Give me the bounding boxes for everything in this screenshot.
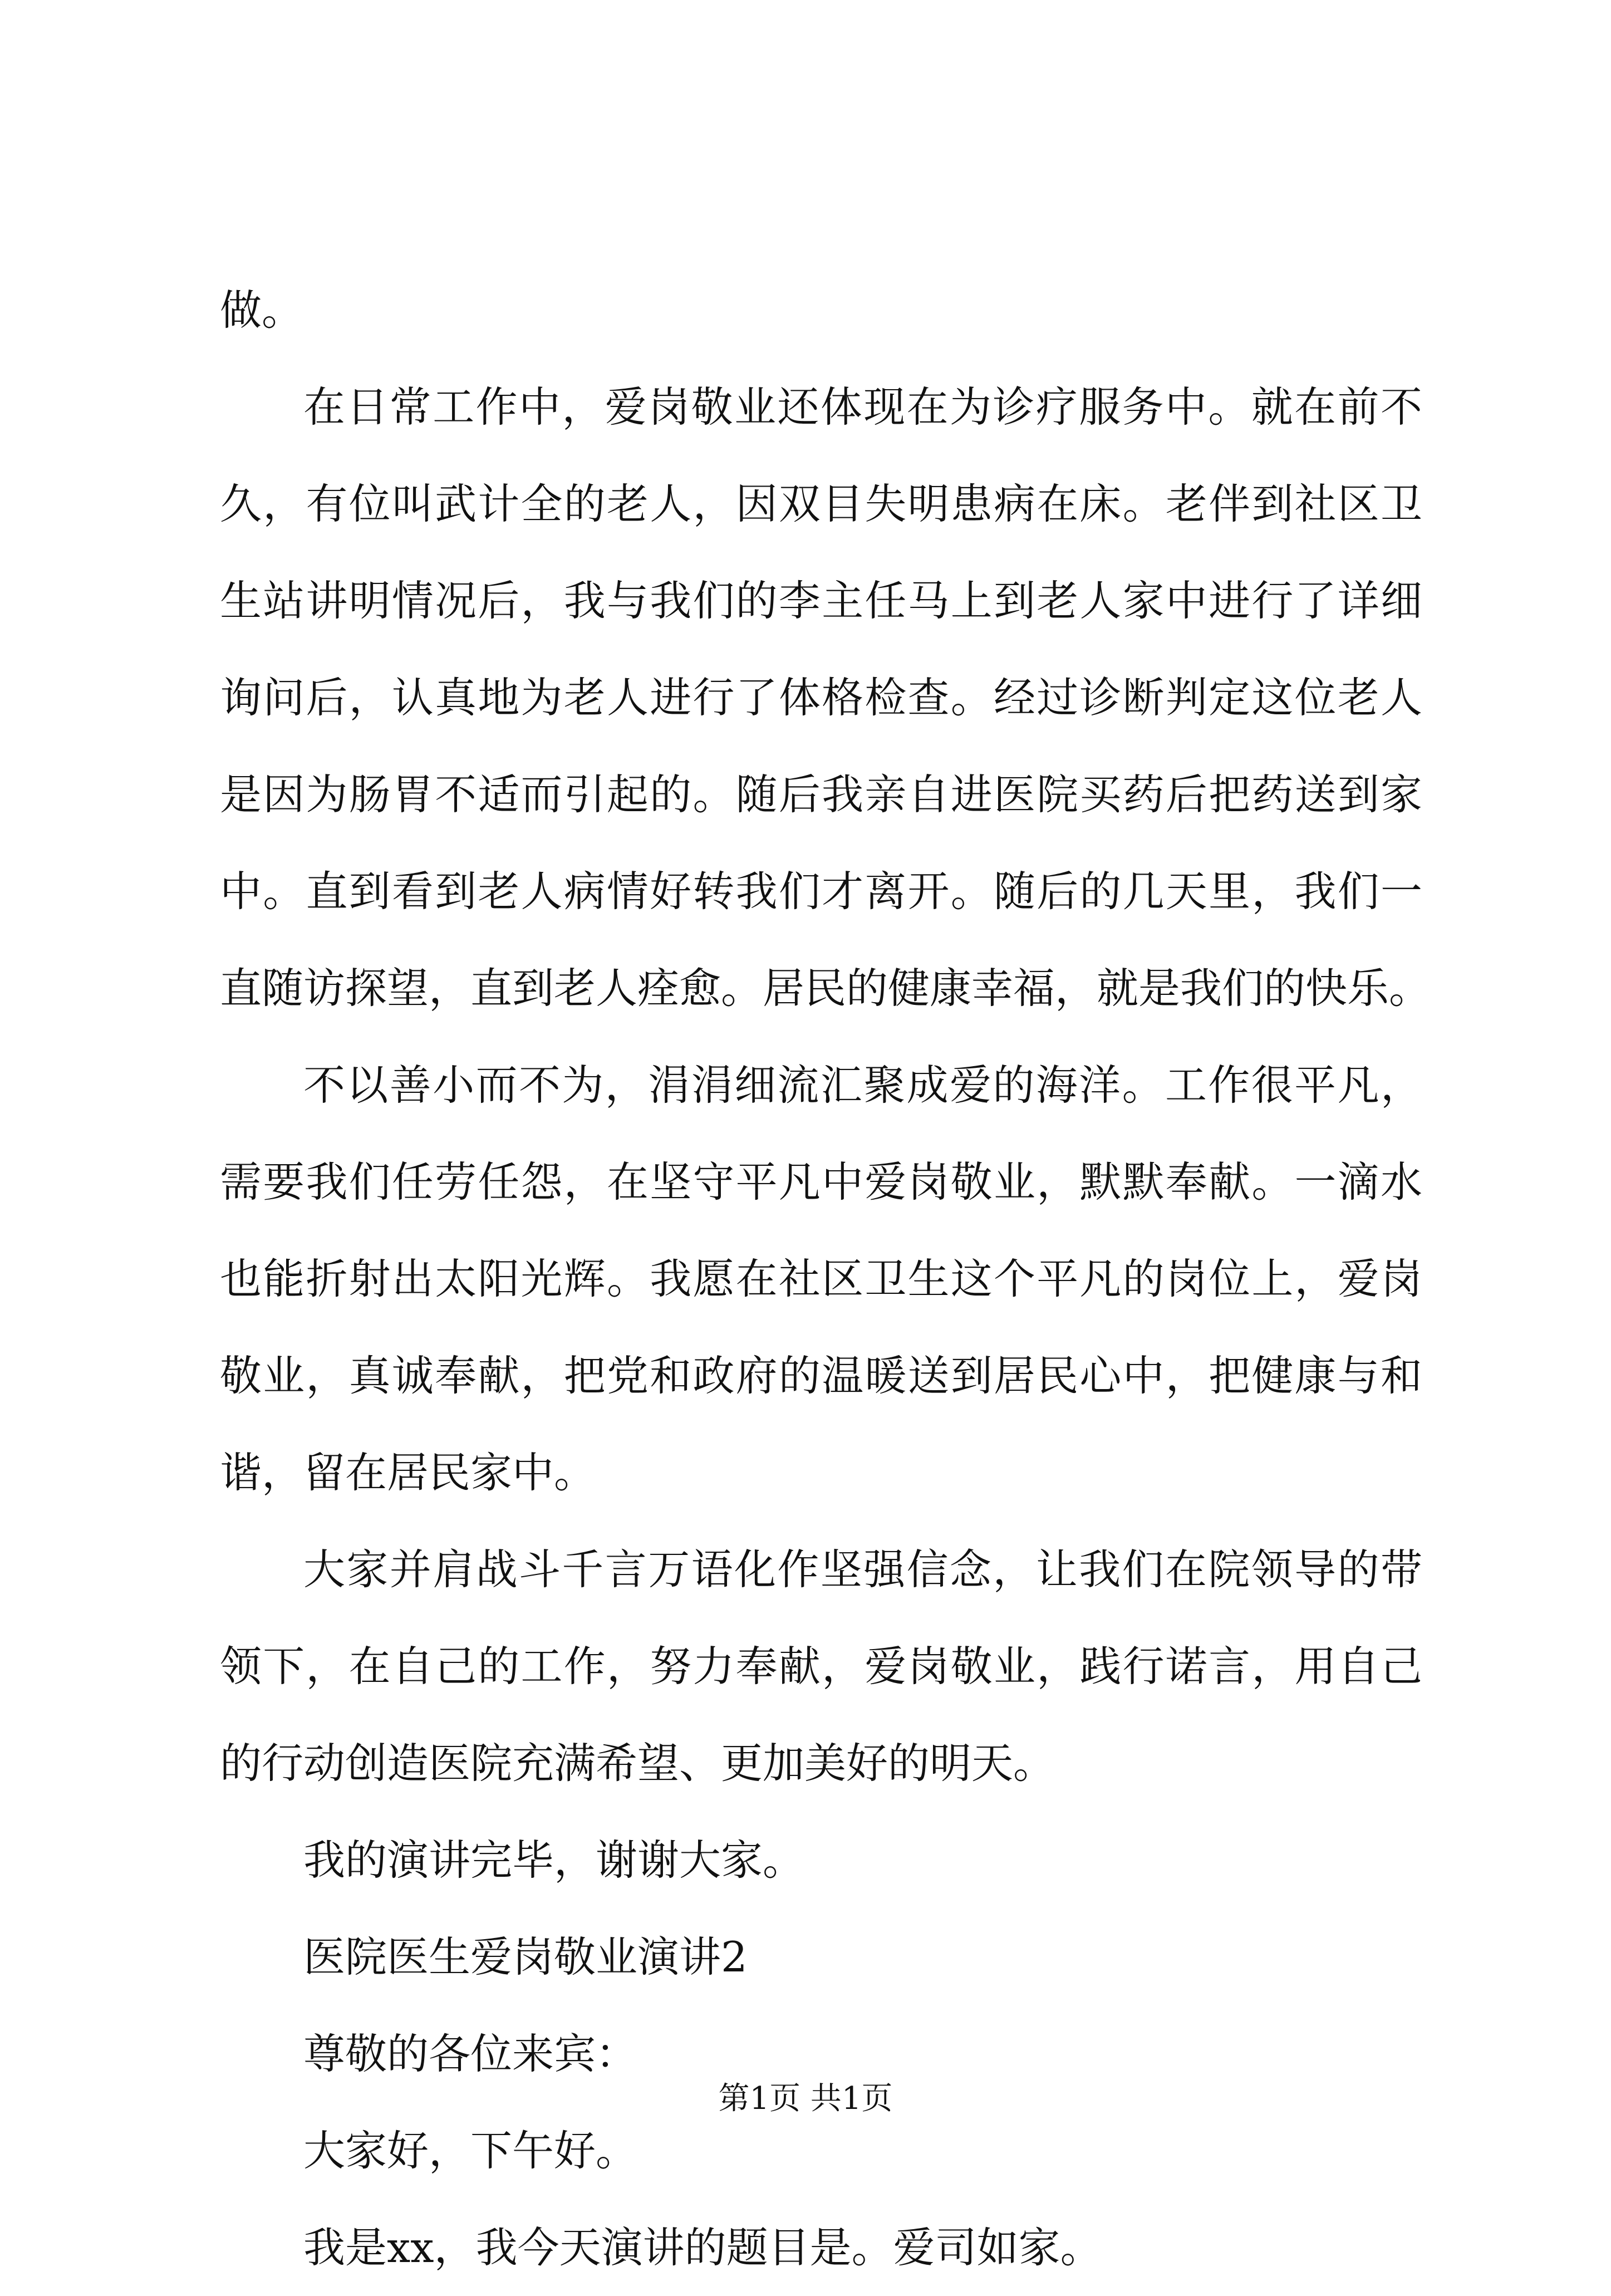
text-line: 生站讲明情况后，我与我们的李主任马上到老人家中进行了详细: [220, 576, 1422, 625]
text-line: 大家好，下午好。: [303, 2126, 638, 2175]
text-line: 的行动创造医院充满希望、更加美好的明天。: [220, 1739, 1055, 1788]
text-line: 久，有位叫武计全的老人，因双目失明患病在床。老伴到社区卫: [220, 479, 1422, 528]
text-line: 在日常工作中，爱岗敬业还体现在为诊疗服务中。就在前不: [303, 382, 1422, 431]
text-line: 不以善小而不为，涓涓细流汇聚成爱的海洋。工作很平凡，: [303, 1061, 1422, 1110]
text-line: 也能折射出太阳光辉。我愿在社区卫生这个平凡的岗位上，爱岗: [220, 1254, 1422, 1303]
text-line: 做。: [220, 286, 304, 335]
text-line: 直随访探望，直到老人痊愈。居民的健康幸福，就是我们的快乐。: [220, 964, 1431, 1013]
document-body: [220, 262, 1431, 2296]
text-line: 是因为肠胃不适而引起的。随后我亲自进医院买药后把药送到家: [220, 770, 1422, 819]
text-line: 大家并肩战斗千言万语化作坚强信念，让我们在院领导的带: [303, 1545, 1422, 1594]
text-line: 我的演讲完毕，谢谢大家。: [303, 1836, 805, 1885]
text-line: 敬业，真诚奉献，把党和政府的温暖送到居民心中，把健康与和: [220, 1351, 1422, 1400]
text-line: 中。直到看到老人病情好转我们才离开。随后的几天里，我们一: [220, 867, 1422, 916]
section-heading: 医院医生爱岗敬业演讲2: [303, 1932, 748, 1981]
text-line: 谐，留在居民家中。: [220, 1448, 596, 1497]
text-line: 领下，在自己的工作，努力奉献，爱岗敬业，践行诺言，用自己: [220, 1642, 1422, 1691]
text-line: 询问后，认真地为老人进行了体格检查。经过诊断判定这位老人: [220, 673, 1422, 722]
text-line: 需要我们任劳任怨，在坚守平凡中爱岗敬业，默默奉献。一滴水: [220, 1157, 1422, 1206]
text-line: 尊敬的各位来宾：: [303, 2029, 638, 2078]
page-footer: 第1页 共1页: [718, 2081, 893, 2117]
text-line: 我是xx，我今天演讲的题目是。爱司如家。: [303, 2223, 1102, 2272]
